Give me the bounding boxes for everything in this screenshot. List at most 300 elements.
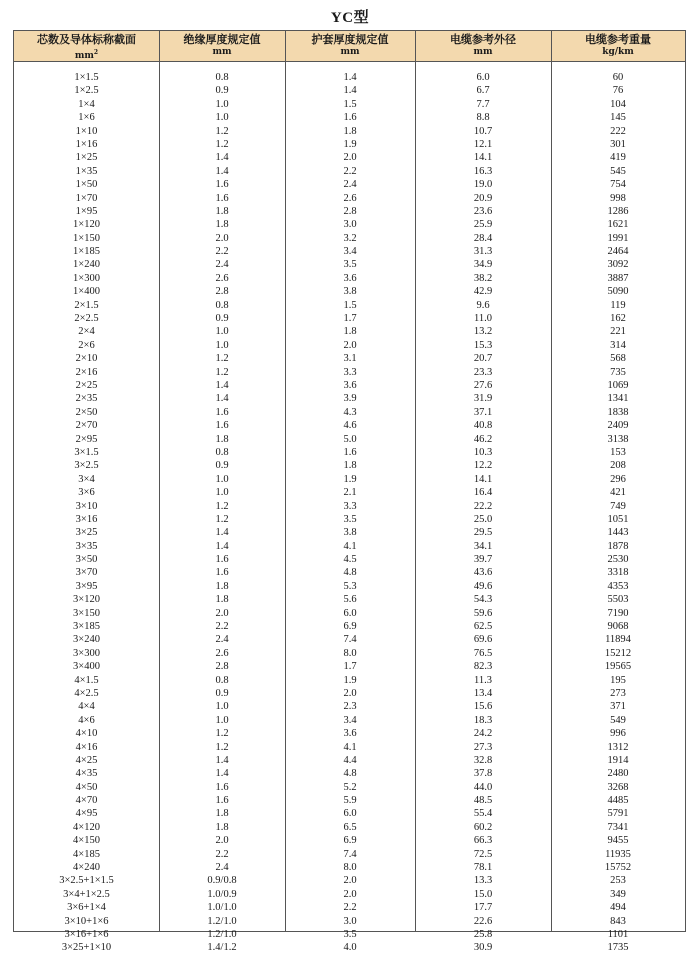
cell-insulation: 1.8 [215,594,229,606]
cell-outer-diameter: 82.3 [473,661,493,673]
table-row [14,218,685,231]
cell-insulation: 2.0 [215,232,229,244]
cell-cross-section: 2×1.5 [74,299,99,311]
cell-weight: 735 [610,366,626,378]
cell-outer-diameter: 6.7 [476,85,490,97]
cell-insulation: 1.8 [215,433,229,445]
cell-outer-diameter: 24.2 [473,728,493,740]
cell-insulation: 1.0 [215,98,229,110]
cell-weight: 60 [612,72,624,83]
cell-cross-section: 3×1.5 [74,446,99,458]
cell-outer-diameter: 42.9 [473,286,493,298]
cell-sheath: 2.0 [343,687,357,699]
cell-weight: 1838 [607,406,629,418]
cell-cross-section: 3×10 [75,500,98,512]
cell-weight: 1051 [607,513,629,525]
cell-insulation: 1.8 [215,808,229,820]
cell-sheath: 2.3 [343,701,357,713]
cell-insulation: 1.0 [215,473,229,485]
table-row [14,151,685,164]
cell-sheath: 3.3 [343,500,357,512]
cell-weight: 371 [610,701,626,713]
cell-sheath: 2.0 [343,875,357,887]
cell-outer-diameter: 78.1 [473,862,493,874]
cell-cross-section: 4×2.5 [74,687,99,699]
cell-outer-diameter: 31.3 [473,246,493,258]
cell-insulation: 1.6 [215,554,229,566]
cell-sheath: 4.8 [343,768,357,780]
table-row [14,366,685,379]
cell-weight: 568 [610,353,626,365]
cell-outer-diameter: 34.1 [473,540,493,552]
cell-cross-section: 2×6 [78,339,95,351]
cell-sheath: 7.4 [343,634,357,646]
table-row [14,901,685,914]
cell-weight: 419 [610,152,626,164]
cell-cross-section: 3×2.5 [74,460,99,472]
table-header [14,31,685,62]
cell-insulation: 1.6 [215,567,229,579]
cell-cross-section: 1×2.5 [74,85,99,97]
cell-sheath: 1.4 [343,85,357,97]
cell-outer-diameter: 25.0 [473,513,493,525]
cell-sheath: 6.0 [343,808,357,820]
cell-sheath: 3.5 [343,513,357,525]
cell-weight: 314 [610,339,626,351]
table-row [14,754,685,767]
cell-weight: 349 [610,888,626,900]
cell-sheath: 1.9 [343,473,357,485]
table-row [14,232,685,245]
cell-insulation: 0.8 [215,299,229,311]
table-row [14,205,685,218]
cell-sheath: 2.6 [343,192,357,204]
cell-sheath: 3.8 [343,527,357,539]
cell-cross-section: 3×4+1×2.5 [63,888,110,900]
table-row [14,566,685,579]
cell-outer-diameter: 22.6 [473,915,493,927]
table-row [14,888,685,901]
cell-weight: 221 [610,326,626,338]
cell-weight: 253 [610,875,626,887]
cell-cross-section: 1×150 [73,232,100,244]
cell-weight: 153 [610,446,626,458]
cell-cross-section: 3×16+1×6 [64,929,109,940]
table-row [14,915,685,928]
table-row [14,553,685,566]
cell-weight: 2530 [607,554,629,566]
cell-sheath: 6.9 [343,621,357,633]
cell-insulation: 1.2 [215,513,229,525]
table-row [14,258,685,271]
cell-weight: 1991 [607,232,629,244]
spec-table [13,30,686,954]
cell-weight: 1621 [607,219,629,231]
cell-sheath: 8.0 [343,647,357,659]
cell-cross-section: 4×150 [73,835,100,847]
cell-weight: 494 [610,902,626,914]
table-row [14,178,685,191]
cell-cross-section: 2×16 [75,366,98,378]
header-cell-cross-section: 芯数及导体标称截面 $mm^2$ [37,33,136,61]
cell-insulation: 1.2 [215,741,229,753]
cell-insulation: 2.4 [215,862,229,874]
cell-insulation: 1.4 [215,152,229,164]
cell-insulation: 1.8 [215,821,229,833]
cell-insulation: 2.8 [215,661,229,673]
cell-sheath: 3.4 [343,246,357,258]
cell-sheath: 4.1 [343,741,357,753]
table-row [14,486,685,499]
cell-weight: 5090 [607,286,629,298]
cell-outer-diameter: 60.2 [473,821,493,833]
cell-insulation: 1.2 [215,728,229,740]
cell-weight: 545 [610,165,626,177]
table-row [14,500,685,513]
table-row [14,245,685,258]
cell-outer-diameter: 37.8 [473,768,493,780]
cell-outer-diameter: 15.0 [473,888,493,900]
cell-insulation: 1.0/1.0 [207,902,237,914]
cell-cross-section: 1×70 [75,192,98,204]
cell-insulation: 1.4 [215,540,229,552]
table-row [14,928,685,941]
cell-insulation: 1.0 [215,339,229,351]
cell-cross-section: 2×35 [75,393,98,405]
cell-weight: 549 [610,714,626,726]
cell-outer-diameter: 28.4 [473,232,493,244]
cell-cross-section: 1×35 [75,165,98,177]
cell-cross-section: 4×70 [75,795,98,807]
cell-cross-section: 3×50 [75,554,98,566]
cell-cross-section: 4×10 [75,728,98,740]
cell-sheath: 1.8 [343,125,357,137]
cell-outer-diameter: 34.9 [473,259,493,271]
cell-insulation: 0.8 [215,674,229,686]
cell-outer-diameter: 23.6 [473,205,493,217]
cell-cross-section: 2×70 [75,420,98,432]
cell-insulation: 1.0/0.9 [207,888,237,900]
table-row [14,419,685,432]
cell-cross-section: 3×95 [75,580,98,592]
cell-insulation: 2.2 [215,621,229,633]
cell-insulation: 1.2/1.0 [207,915,237,927]
cell-sheath: 1.6 [343,446,357,458]
cell-sheath: 6.5 [343,821,357,833]
table-row [14,633,685,646]
cell-weight: 421 [610,487,626,499]
header-cell-insulation: 绝缘厚度规定值 mm [183,33,261,57]
cell-outer-diameter: 25.8 [473,929,493,940]
cell-cross-section: 3×35 [75,540,98,552]
cell-sheath: 3.6 [343,728,357,740]
cell-sheath: 3.4 [343,714,357,726]
cell-weight: 4485 [607,795,629,807]
cell-weight: 2480 [607,768,629,780]
cell-sheath: 5.0 [343,433,357,445]
cell-weight: 7190 [607,607,629,619]
cell-sheath: 2.0 [343,339,357,351]
cell-insulation: 2.6 [215,272,229,284]
cell-cross-section: 4×25 [75,754,98,766]
cell-outer-diameter: 31.9 [473,393,493,405]
cell-cross-section: 4×4 [78,701,95,713]
cell-sheath: 1.6 [343,112,357,124]
cell-outer-diameter: 16.4 [473,487,493,499]
table-row [14,513,685,526]
cell-sheath: 4.8 [343,567,357,579]
cell-weight: 1312 [607,741,629,753]
cell-sheath: 4.6 [343,420,357,432]
cell-insulation: 1.8 [215,205,229,217]
cell-sheath: 1.5 [343,98,357,110]
cell-cross-section: 1×1.5 [74,72,99,83]
cell-cross-section: 1×95 [75,205,98,217]
cell-insulation: 1.0 [215,487,229,499]
cell-weight: 296 [610,473,626,485]
table-row [14,272,685,285]
table-row [14,580,685,593]
cell-sheath: 3.1 [343,353,357,365]
cell-weight: 5503 [607,594,629,606]
cell-sheath: 1.9 [343,674,357,686]
table-row [14,285,685,298]
cell-cross-section: 3×120 [73,594,100,606]
cell-weight: 5791 [607,808,629,820]
cell-weight: 104 [610,98,626,110]
cell-sheath: 1.7 [343,313,357,325]
cell-insulation: 0.9 [215,687,229,699]
cell-weight: 2464 [607,246,629,258]
cell-cross-section: 3×300 [73,647,100,659]
cell-insulation: 1.4 [215,768,229,780]
cell-cross-section: 3×4 [78,473,95,485]
cell-sheath: 5.2 [343,781,357,793]
cell-weight: 1443 [607,527,629,539]
cell-sheath: 3.5 [343,929,357,940]
cell-insulation: 1.6 [215,781,229,793]
cell-weight: 1914 [607,754,629,766]
cell-cross-section: 3×10+1×6 [64,915,109,927]
cell-sheath: 2.1 [343,487,357,499]
table-row [14,848,685,861]
cell-cross-section: 1×16 [75,138,98,150]
table-row [14,874,685,887]
table-row [14,111,685,124]
cell-outer-diameter: 37.1 [473,406,493,418]
cell-cross-section: 3×16 [75,513,98,525]
cell-cross-section: 4×240 [73,862,100,874]
cell-cross-section: 3×240 [73,634,100,646]
cell-insulation: 1.2 [215,138,229,150]
cell-outer-diameter: 54.3 [473,594,493,606]
header-cell-outer-diameter: 电缆参考外径 mm [450,33,516,57]
cell-outer-diameter: 20.9 [473,192,493,204]
table-row [14,446,685,459]
cell-cross-section: 1×50 [75,179,98,191]
cell-cross-section: 3×185 [73,621,100,633]
cell-cross-section: 1×185 [73,246,100,258]
cell-outer-diameter: 13.3 [473,875,493,887]
table-row [14,125,685,138]
cell-insulation: 1.4 [215,754,229,766]
cell-cross-section: 1×10 [75,125,98,137]
cell-cross-section: 4×185 [73,848,100,860]
cell-insulation: 1.6 [215,795,229,807]
cell-outer-diameter: 49.6 [473,580,493,592]
cell-sheath: 3.0 [343,915,357,927]
cell-insulation: 1.2 [215,353,229,365]
cell-insulation: 2.0 [215,607,229,619]
cell-weight: 3138 [607,433,629,445]
cell-weight: 162 [610,313,626,325]
cell-outer-diameter: 9.6 [476,299,490,311]
table-row [14,71,685,84]
cell-weight: 11894 [605,634,631,646]
cell-insulation: 1.2/1.0 [207,929,237,940]
cell-sheath: 1.7 [343,661,357,673]
table-row [14,459,685,472]
cell-weight: 3268 [607,781,629,793]
cell-outer-diameter: 27.3 [473,741,493,753]
page-title: YC型 [330,10,370,26]
cell-sheath: 2.0 [343,152,357,164]
cell-cross-section: 3×6+1×4 [67,902,106,914]
cell-outer-diameter: 25.9 [473,219,493,231]
table-row [14,526,685,539]
cell-weight: 2409 [607,420,629,432]
cell-outer-diameter: 20.7 [473,353,493,365]
table-row [14,620,685,633]
cell-insulation: 1.0 [215,714,229,726]
table-row [14,660,685,673]
cell-cross-section: 4×1.5 [74,674,99,686]
cell-sheath: 4.5 [343,554,357,566]
header-cell-sheath: 护套厚度规定值 mm [311,33,389,57]
cell-weight: 1286 [607,205,629,217]
cell-weight: 749 [610,500,626,512]
cell-weight: 1341 [607,393,629,405]
table-row [14,861,685,874]
cell-sheath: 1.4 [343,72,357,83]
cell-weight: 3092 [607,259,629,271]
table-row [14,700,685,713]
cell-cross-section: 1×120 [73,219,100,231]
table-row [14,687,685,700]
cell-sheath: 1.8 [343,326,357,338]
cell-outer-diameter: 38.2 [473,272,493,284]
table-row [14,727,685,740]
cell-weight: 1878 [607,540,629,552]
table-row [14,165,685,178]
cell-cross-section: 4×95 [75,808,98,820]
cell-outer-diameter: 43.6 [473,567,493,579]
cell-sheath: 2.2 [343,902,357,914]
cell-weight: 11935 [605,848,631,860]
table-row [14,192,685,205]
cell-weight: 145 [610,112,626,124]
cell-outer-diameter: 44.0 [473,781,493,793]
cell-outer-diameter: 16.3 [473,165,493,177]
cell-sheath: 3.3 [343,366,357,378]
cell-weight: 76 [612,85,624,97]
table-row [14,352,685,365]
cell-outer-diameter: 11.0 [474,313,492,325]
cell-sheath: 6.9 [343,835,357,847]
cell-sheath: 2.0 [343,888,357,900]
table-row [14,379,685,392]
cell-weight: 19565 [604,661,632,673]
cell-outer-diameter: 10.3 [473,446,493,458]
cell-sheath: 1.8 [343,460,357,472]
cell-weight: 222 [610,125,626,137]
cell-weight: 3887 [607,272,629,284]
table-row [14,312,685,325]
cell-outer-diameter: 48.5 [473,795,493,807]
cell-cross-section: 3×150 [73,607,100,619]
cell-outer-diameter: 59.6 [473,607,493,619]
cell-insulation: 1.8 [215,219,229,231]
cell-insulation: 1.4 [215,379,229,391]
cell-weight: 195 [610,674,626,686]
cell-sheath: 5.9 [343,795,357,807]
cell-cross-section: 1×240 [73,259,100,271]
table-row [14,821,685,834]
cell-outer-diameter: 14.1 [473,152,493,164]
cell-insulation: 2.8 [215,286,229,298]
table-body [14,71,685,955]
cell-weight: 15212 [604,647,632,659]
cell-weight: 1735 [607,942,629,954]
cell-insulation: 2.2 [215,848,229,860]
cell-outer-diameter: 15.6 [473,701,493,713]
cell-outer-diameter: 7.7 [476,98,490,110]
cell-outer-diameter: 55.4 [473,808,493,820]
table-row [14,781,685,794]
cell-outer-diameter: 40.8 [473,420,493,432]
cell-sheath: 3.6 [343,272,357,284]
table-row [14,473,685,486]
cell-sheath: 3.6 [343,379,357,391]
cell-insulation: 1.6 [215,179,229,191]
cell-outer-diameter: 69.6 [473,634,493,646]
cell-outer-diameter: 6.0 [476,72,490,83]
cell-cross-section: 3×25 [75,527,98,539]
cell-outer-diameter: 39.7 [473,554,493,566]
cell-cross-section: 2×2.5 [74,313,99,325]
cell-outer-diameter: 11.3 [474,674,492,686]
cell-cross-section: 3×25+1×10 [61,942,112,954]
cell-cross-section: 4×120 [73,821,100,833]
table-row [14,406,685,419]
cell-insulation: 2.0 [215,835,229,847]
cell-insulation: 1.2 [215,500,229,512]
cell-insulation: 1.6 [215,406,229,418]
cell-insulation: 1.2 [215,125,229,137]
cell-outer-diameter: 76.5 [473,647,493,659]
cell-sheath: 5.3 [343,580,357,592]
cell-sheath: 4.3 [343,406,357,418]
table-row [14,714,685,727]
cell-outer-diameter: 23.3 [473,366,493,378]
cell-cross-section: 2×25 [75,379,98,391]
cell-outer-diameter: 13.4 [473,687,493,699]
cell-cross-section: 3×400 [73,661,100,673]
cell-cross-section: 4×6 [78,714,95,726]
cell-sheath: 3.0 [343,219,357,231]
cell-outer-diameter: 29.5 [473,527,493,539]
cell-cross-section: 3×70 [75,567,98,579]
